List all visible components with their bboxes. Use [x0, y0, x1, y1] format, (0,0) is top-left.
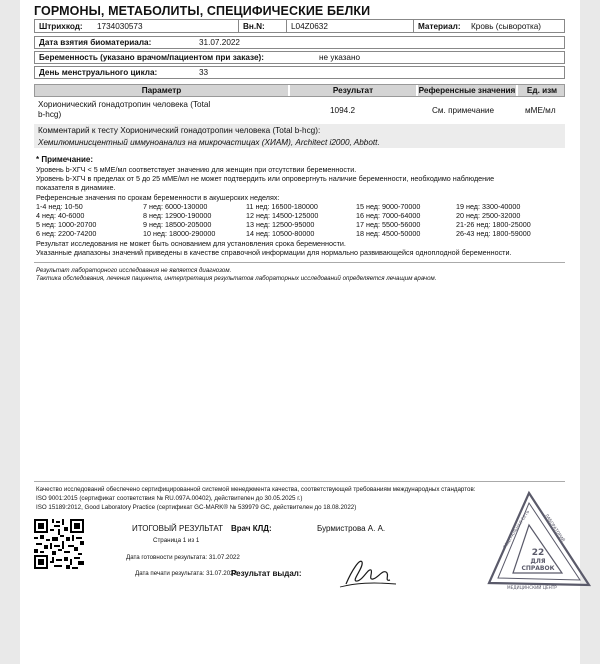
col-param-header: Параметр: [141, 86, 182, 95]
param-name-line2: b-hcg): [38, 110, 62, 119]
header-row-pregnancy: [34, 51, 565, 64]
note-line-6: Указанные диапазоны значений приведены в качестве справочной информации для нормально развивающейся одноплодной беременности.: [36, 248, 512, 257]
ref-cell: 17 нед: 5500-56000: [356, 220, 421, 229]
ref-value: См. примечание: [432, 106, 495, 115]
ref-cell: 8 нед: 12900-190000: [143, 211, 212, 220]
lab-stamp: [483, 489, 593, 599]
quality-line-3: ISO 15189:2012, Good Laboratory Practice (сертификат GC-MARK® № 539979 GC, действителен до 18.08.2022): [36, 504, 357, 511]
stamp-for: ДЛЯ: [530, 558, 546, 565]
quality-line-2: ISO 9001:2015 (сертификат соответствия № RU.097А.00402), действителен до 30.05.2025 г.): [36, 495, 303, 502]
doctor-name: Бурмистрова А. А.: [317, 524, 386, 533]
svg-text:ЛАБОРАТОРИЙ: ЛАБОРАТОРИЙ: [544, 512, 566, 543]
results-table-header: [34, 84, 565, 97]
ref-cell: 14 нед: 10500-80000: [246, 229, 315, 238]
date-value: 31.07.2022: [199, 38, 240, 47]
divider: [34, 262, 565, 263]
note-line-2: Уровень b-ХГЧ в пределах от 5 до 25 мМЕ/мл не может подтвердить или опровергнуть наличие беременности, необходимо наблюдение: [36, 174, 495, 183]
barcode-label: Штрихкод:: [39, 21, 83, 31]
note-line-4: Референсные значения по срокам беременности в акушерских неделях:: [36, 193, 280, 202]
ref-cell: 4 нед: 40-6000: [36, 211, 85, 220]
header-row-ids: [34, 19, 565, 33]
comment-value-row: [34, 136, 565, 148]
ref-cell: 16 нед: 7000-64000: [356, 211, 421, 220]
result-value: 1094.2: [330, 106, 356, 115]
cycle-label: День менструального цикла:: [39, 68, 158, 77]
col-result-header: Результат: [288, 85, 416, 96]
svg-text:МЕДИЦИНСКИЙ ЦЕНТР: МЕДИЦИНСКИЙ ЦЕНТР: [507, 585, 557, 590]
signature: [338, 550, 398, 590]
note-line-1: Уровень b-ХГЧ < 5 мМЕ/мл соответствует значению для женщин при отсутствии беременности.: [36, 165, 357, 174]
vn-value: L04Z0632: [286, 20, 406, 32]
date-label: Дата взятия биоматериала:: [39, 38, 152, 47]
ref-cell: 21-26 нед: 1800-25000: [456, 220, 531, 229]
document-page: [20, 0, 580, 664]
cycle-value: 33: [199, 68, 209, 77]
comment-value: Хемилюминисцентный иммуноанализ на микрочастицах (ХИАМ), Architect i2000, Abbott.: [38, 137, 380, 147]
page-number: Страница 1 из 1: [153, 537, 200, 544]
disclaimer-line-2: Тактика обследования, лечения пациента, интерпретация результатов лабораторных исследований определяется лечащим врачом.: [36, 275, 437, 282]
note-line-5: Результат исследования не может быть основанием для установления срока беременности.: [36, 239, 346, 248]
stamp-references: СПРАВОК: [521, 565, 555, 572]
ref-cell: 18 нед: 4500-50000: [356, 229, 421, 238]
print-date: Дата печати результата: 31.07.2022: [135, 570, 238, 577]
ref-cell: 12 нед: 14500-125000: [246, 211, 319, 220]
material-value: Кровь (сыворотка): [471, 21, 542, 31]
vn-label: Вн.N:: [238, 20, 286, 32]
ref-cell: 20 нед: 2500-32000: [456, 211, 521, 220]
pregnancy-value: не указано: [319, 53, 361, 62]
header-row-cycle: [34, 66, 565, 79]
ref-cell: 19 нед: 3300-40000: [456, 202, 521, 211]
ref-cell: 15 нед: 9000-70000: [356, 202, 421, 211]
param-name-line1: Хорионический гонадотропин человека (Total: [38, 100, 211, 109]
note-title: * Примечание:: [36, 155, 94, 164]
doctor-label: Врач КЛД:: [231, 524, 272, 533]
ref-cell: 1-4 нед: 10-50: [36, 202, 83, 211]
ref-cell: 13 нед: 12500-95000: [246, 220, 315, 229]
divider: [34, 481, 565, 482]
qr-code: [34, 519, 84, 569]
ref-cell: 7 нед: 6000-130000: [143, 202, 208, 211]
comment-label-row: [34, 124, 565, 136]
comment-label: Комментарий к тесту Хорионический гонадотропин человека (Total b-hcg):: [38, 125, 321, 135]
unit-value: мМЕ/мл: [525, 106, 556, 115]
svg-text:ФЕДЕРАЛЬНАЯ СЕТЬ: ФЕДЕРАЛЬНАЯ СЕТЬ: [501, 509, 531, 550]
stamp-number: 22: [531, 548, 545, 558]
ref-cell: 26-43 нед: 1800-59000: [456, 229, 531, 238]
result-row-bhcg: [34, 97, 565, 123]
disclaimer-line-1: Результат лабораторного исследования не является диагнозом.: [36, 267, 232, 274]
ref-cell: 9 нед: 18500-205000: [143, 220, 212, 229]
ref-cell: 11 нед: 16500-180000: [246, 202, 318, 211]
final-result-title: ИТОГОВЫЙ РЕЗУЛЬТАТ: [132, 524, 223, 533]
col-unit-header: Ед. изм: [516, 85, 566, 96]
note-line-3: показателя в динамике.: [36, 183, 116, 192]
ref-cell: 10 нед: 18000-290000: [143, 229, 216, 238]
col-ref-header: Референсные значения: [416, 85, 516, 96]
document-title: ГОРМОНЫ, МЕТАБОЛИТЫ, СПЕЦИФИЧЕСКИЕ БЕЛКИ: [34, 4, 371, 18]
issued-label: Результат выдал:: [231, 569, 302, 578]
ready-date: Дата готовности результата: 31.07.2022: [126, 554, 240, 561]
barcode-value: 1734030573: [97, 21, 143, 31]
quality-line-1: Качество исследований обеспечено сертифицированной системой менеджмента качества, соответствующей требованиям международных стандартов:: [36, 486, 476, 493]
ref-cell: 5 нед: 1000-20700: [36, 220, 97, 229]
material-label: Материал:: [413, 20, 471, 32]
pregnancy-label: Беременность (указано врачом/пациентом при заказе):: [39, 53, 264, 62]
ref-cell: 6 нед: 2200-74200: [36, 229, 97, 238]
header-row-date: [34, 36, 565, 49]
